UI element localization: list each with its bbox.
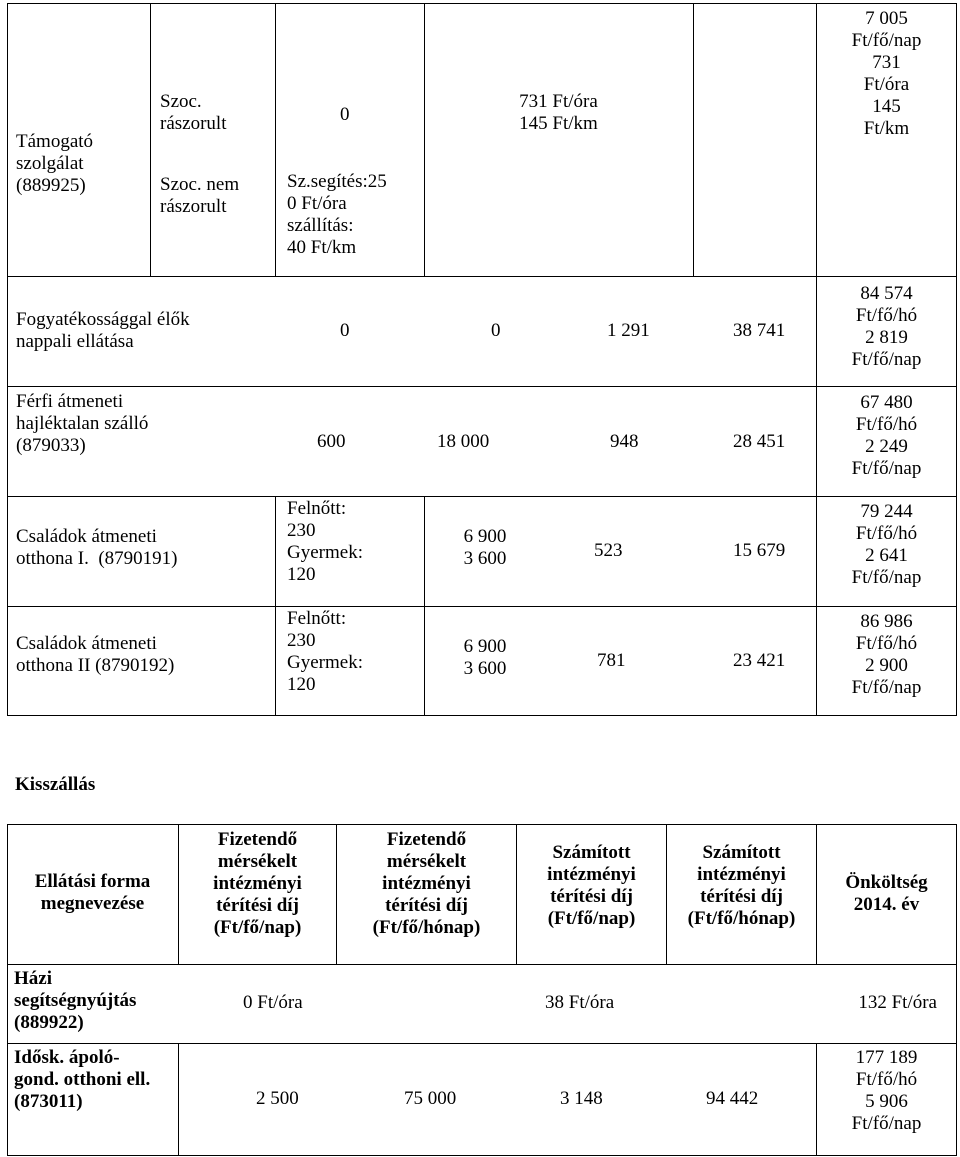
fee-value: Sz.segítés:25 0 Ft/óra szállítás: 40 Ft/km [287,171,387,258]
category-label: Szoc. rászorult [160,91,227,134]
fee-value: 600 [317,431,346,452]
cost-value: 79 244 Ft/fő/hó 2 641 Ft/fő/nap [851,501,922,588]
fee-value: 731 Ft/óra 145 Ft/km [519,91,598,134]
cost-value: 177 189 Ft/fő/hó 5 906 Ft/fő/nap [851,1047,922,1134]
service-name: Családok átmeneti otthona II (8790192) [16,633,175,676]
fee-value: 0 Ft/óra [243,992,303,1013]
fee-value: 6 900 3 600 [463,636,507,679]
column-header: Számított intézményi térítési díj (Ft/fő/nap) [547,842,636,929]
column-header: Önköltség 2014. év [845,872,928,915]
column-header: Ellátási forma megnevezése [34,871,151,914]
fee-value: 94 442 [706,1088,759,1109]
cost-value: 132 Ft/óra [858,992,937,1013]
cost-value: 67 480 Ft/fő/hó 2 249 Ft/fő/nap [851,392,922,479]
fee-value: 38 Ft/óra [545,992,615,1013]
fee-table-kisszallas [7,824,957,1156]
fee-value: 0 [340,104,350,125]
column-header: Fizetendő mérsékelt intézményi térítési díj (Ft/fő/hónap) [372,829,481,938]
cost-value: 84 574 Ft/fő/hó 2 819 Ft/fő/nap [851,283,922,370]
fee-value: 0 [340,320,350,341]
fee-value: 781 [597,650,626,671]
fee-value: 3 148 [560,1088,603,1109]
fee-value: 1 291 [607,320,650,341]
service-name: Idősk. ápoló- gond. otthoni ell. (873011) [14,1047,151,1112]
column-header: Számított intézményi térítési díj (Ft/fő/hónap) [687,842,796,929]
fee-value: Felnőtt: 230 Gyermek: 120 [287,498,363,585]
service-name: Támogató szolgálat (889925) [16,131,94,196]
cost-value: 86 986 Ft/fő/hó 2 900 Ft/fő/nap [851,611,922,698]
fee-value: 28 451 [733,431,786,452]
service-name: Férfi átmeneti hajléktalan szálló (879033) [16,391,149,456]
fee-value: 18 000 [437,431,490,452]
fee-table-continued [7,3,957,716]
section-heading: Kisszállás [15,774,96,795]
service-name: Házi segítségnyújtás (889922) [14,968,137,1033]
service-name: Családok átmeneti otthona I. (8790191) [16,526,178,569]
fee-value: 75 000 [404,1088,457,1109]
fee-value: 6 900 3 600 [463,526,507,569]
fee-value: Felnőtt: 230 Gyermek: 120 [287,608,363,695]
fee-value: 948 [610,431,639,452]
category-label: Szoc. nem rászorult [160,174,240,217]
fee-value: 0 [491,320,501,341]
fee-value: 38 741 [733,320,786,341]
column-header: Fizetendő mérsékelt intézményi térítési díj (Ft/fő/nap) [213,829,302,938]
fee-value: 2 500 [256,1088,299,1109]
fee-value: 523 [594,540,623,561]
fee-value: 15 679 [733,540,786,561]
service-name: Fogyatékossággal élők nappali ellátása [16,309,190,352]
fee-value: 23 421 [733,650,786,671]
cost-value: 7 005 Ft/fő/nap 731 Ft/óra 145 Ft/km [851,8,922,139]
